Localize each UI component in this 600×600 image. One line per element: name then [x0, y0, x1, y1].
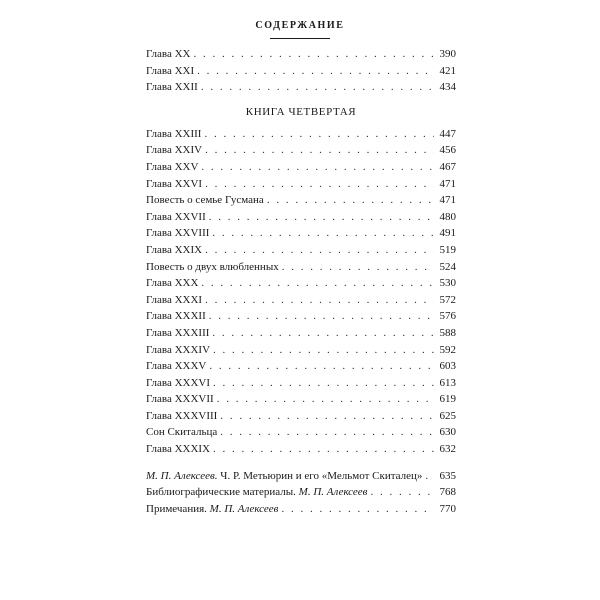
- toc-entry-title: Ч. Р. Метьюрин и его «Мельмот Скиталец»: [217, 469, 423, 482]
- toc-entry-page: 768: [439, 486, 456, 499]
- toc-entry-title: Примечания.: [146, 502, 210, 515]
- dot-leader: [212, 325, 434, 342]
- toc-entry-label: Повесть о семье Гусмана: [146, 194, 264, 207]
- toc-entry-page: 603: [439, 360, 456, 373]
- dot-leader: [220, 408, 434, 425]
- toc-entry[interactable]: [146, 468, 456, 485]
- toc-entry-label: Глава XXX: [146, 277, 199, 290]
- toc-entry-label: Повесть о двух влюбленных: [146, 260, 279, 273]
- toc-entry-page: 524: [439, 260, 456, 273]
- toc-entry-label: Глава XXIII: [146, 127, 202, 140]
- toc-entry-page: 530: [439, 277, 456, 290]
- toc-list-appendix: [146, 468, 456, 518]
- toc-entry-page: 625: [439, 409, 456, 422]
- toc-entry-label: Глава XXII: [146, 81, 198, 94]
- toc-entry-label: Глава XXXIX: [146, 443, 211, 456]
- toc-entry-page: 471: [439, 194, 456, 207]
- toc-entry[interactable]: [146, 63, 456, 80]
- toc-entry[interactable]: [146, 159, 456, 176]
- toc-entry-label: Глава XXVII: [146, 210, 206, 223]
- dot-leader: [201, 275, 434, 292]
- toc-entry[interactable]: [146, 375, 456, 392]
- toc-entry[interactable]: [146, 441, 456, 458]
- toc-entry-label: Глава XXXI: [146, 293, 203, 306]
- dot-leader: [209, 209, 434, 226]
- toc-entry-author: М. П. Алексеев.: [146, 469, 218, 482]
- dot-leader: [209, 308, 434, 325]
- dot-leader: [205, 176, 434, 193]
- dot-leader: [201, 79, 434, 96]
- dot-leader: [213, 342, 434, 359]
- toc-entry-label: Глава XX: [146, 48, 191, 60]
- toc-entry-page: 480: [439, 210, 456, 223]
- toc-entry-page: 471: [439, 177, 456, 190]
- toc-entry[interactable]: [146, 209, 456, 226]
- dot-leader: [205, 142, 434, 159]
- section-title: КНИГА ЧЕТВЕРТАЯ: [245, 105, 357, 118]
- toc-entry[interactable]: [146, 308, 456, 325]
- toc-entry-label: Глава XXXV: [146, 360, 207, 373]
- dot-leader: [213, 441, 434, 458]
- toc-entry-page: 572: [439, 293, 456, 306]
- toc-entry[interactable]: [146, 259, 456, 276]
- toc-entry-page: 456: [439, 144, 456, 157]
- dot-leader: [220, 424, 434, 441]
- dot-leader: [197, 63, 434, 80]
- toc-entry-label: Сон Скитальца: [146, 426, 218, 439]
- toc-entry-label: Глава XXXII: [146, 310, 206, 323]
- toc-entry[interactable]: [146, 325, 456, 342]
- toc-entry[interactable]: [146, 242, 456, 259]
- toc-entry-page: 613: [439, 376, 456, 389]
- toc-entry[interactable]: [146, 408, 456, 425]
- toc-entry[interactable]: [146, 424, 456, 441]
- spacer: [146, 458, 456, 468]
- page-header: СОДЕРЖАНИЕ: [255, 20, 345, 31]
- toc-entry-page: 434: [439, 81, 456, 94]
- dot-leader: [201, 159, 434, 176]
- dot-leader: [267, 192, 434, 209]
- toc-entry-label: Глава XXI: [146, 64, 195, 77]
- toc-entry-page: 635: [439, 469, 456, 482]
- toc-entry-label: Глава XXXIII: [146, 326, 210, 339]
- toc-entry[interactable]: [146, 79, 456, 96]
- toc-entry[interactable]: [146, 501, 456, 518]
- toc-entry-page: 491: [439, 227, 456, 240]
- toc-entry-label: [146, 501, 281, 518]
- header-rule: [270, 38, 330, 39]
- dot-leader: [193, 46, 434, 63]
- toc-entry-page: 770: [439, 502, 456, 515]
- toc-entry-label: Глава XXXIV: [146, 343, 211, 356]
- toc-entry[interactable]: [146, 46, 456, 63]
- toc-entry-page: 447: [439, 127, 456, 140]
- toc-entry-author: М. П. Алексеев: [209, 502, 279, 515]
- dot-leader: [209, 358, 434, 375]
- toc-entry[interactable]: [146, 176, 456, 193]
- toc-entry[interactable]: [146, 126, 456, 143]
- toc-entry-page: 588: [439, 326, 456, 339]
- toc-entry-label: Глава XXXVI: [146, 376, 211, 389]
- dot-leader: [213, 375, 434, 392]
- dot-leader: [205, 242, 434, 259]
- toc-entry[interactable]: [146, 225, 456, 242]
- toc-entry-label: Глава XXXVIII: [146, 409, 218, 422]
- toc-entry-page: 390: [439, 48, 456, 60]
- dot-leader: [282, 259, 434, 276]
- toc-entry[interactable]: [146, 192, 456, 209]
- dot-leader: [204, 126, 434, 143]
- toc-entry-page: 619: [439, 393, 456, 406]
- toc-entry-page: 519: [439, 243, 456, 256]
- toc-entry-label: Глава XXV: [146, 160, 199, 173]
- toc-entry-label: Глава XXIV: [146, 144, 203, 157]
- dot-leader: [205, 292, 434, 309]
- toc-entry-label: Глава XXXVII: [146, 393, 214, 406]
- toc-entry-title: Библиографические материалы.: [146, 486, 299, 499]
- toc-entry-label: [146, 468, 425, 485]
- toc-entry[interactable]: [146, 484, 456, 501]
- toc-entry-label: Глава XXIX: [146, 243, 203, 256]
- toc-entry-page: 421: [439, 64, 456, 77]
- toc-entry-page: 632: [439, 443, 456, 456]
- table-of-contents: [146, 46, 456, 517]
- toc-entry[interactable]: [146, 275, 456, 292]
- toc-entry[interactable]: [146, 358, 456, 375]
- toc-entry[interactable]: [146, 342, 456, 359]
- toc-entry-label: Глава XXVI: [146, 177, 203, 190]
- dot-leader: [281, 501, 434, 518]
- toc-list-book-four: [146, 126, 456, 458]
- dot-leader: [370, 484, 434, 501]
- dot-leader: [217, 391, 434, 408]
- toc-entry[interactable]: [146, 292, 456, 309]
- toc-entry-page: 576: [439, 310, 456, 323]
- toc-list-book-three: [146, 46, 456, 96]
- toc-entry-page: 592: [439, 343, 456, 356]
- toc-entry-page: 630: [439, 426, 456, 439]
- toc-entry-label: Глава XXVIII: [146, 227, 210, 240]
- toc-entry-label: [146, 484, 370, 501]
- dot-leader: [425, 468, 434, 485]
- toc-entry-page: 467: [439, 160, 456, 173]
- toc-entry-author: М. П. Алексеев: [298, 486, 368, 499]
- toc-entry[interactable]: [146, 391, 456, 408]
- toc-entry[interactable]: [146, 142, 456, 159]
- dot-leader: [212, 225, 434, 242]
